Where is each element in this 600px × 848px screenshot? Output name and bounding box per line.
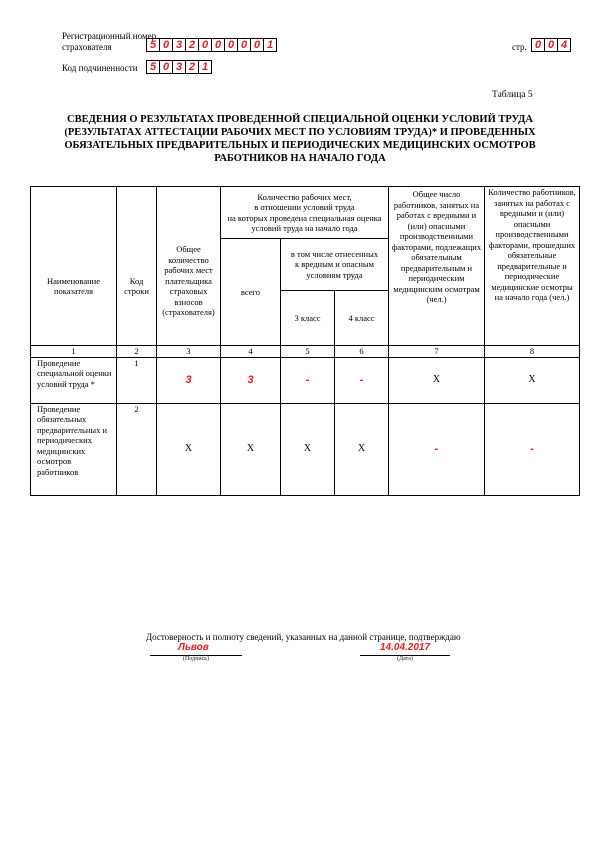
page-title: СВЕДЕНИЯ О РЕЗУЛЬТАТАХ ПРОВЕДЕННОЙ СПЕЦИАЛЬНОЙ ОЦЕНКИ УСЛОВИЙ ТРУДА (РЕЗУЛЬТАТАХ АТТЕСТАЦИИ РАБОЧИХ МЕСТ ПО УСЛОВИЯМ ТРУДА)* И ПРОВЕДЕННЫХ ОБЯЗАТЕЛЬНЫХ ПРЕДВАРИТЕЛЬНЫХ И ПЕРИОДИЧЕСКИХ МЕДИЦИНСКИХ ОСМОТРОВ РАБОТНИКОВ НА НАЧАЛО ГОДА [64, 114, 536, 164]
col-header-workers-passed: Количество работников, занятых на работах с вредными и (или) опасными производственными факторами, прошедших обязательные предварительные и периодические медицинские осмотры на начало года (чел.) [485, 187, 580, 346]
subordination-code-digit[interactable]: 3 [172, 60, 186, 74]
col-number: 8 [485, 346, 580, 358]
page-number-digit[interactable]: 0 [544, 38, 558, 52]
col-header-row-code: Код строки [117, 187, 157, 346]
col-number: 6 [335, 346, 389, 358]
reg-number-digit[interactable]: 1 [263, 38, 277, 52]
cell-workers-subject: X [389, 357, 485, 403]
cell-workers-passed: X [485, 357, 580, 403]
col-header-class-3: 3 класс [281, 291, 335, 346]
signature-block [150, 643, 242, 663]
date-caption: (Дата) [397, 656, 413, 662]
col-header-total: всего [221, 239, 281, 346]
col-number: 7 [389, 346, 485, 358]
reg-number-digit[interactable]: 0 [224, 38, 238, 52]
reg-number-digit[interactable]: 0 [159, 38, 173, 52]
page-number-field[interactable] [531, 38, 570, 52]
signature-caption: (Подпись) [182, 656, 210, 662]
results-table [30, 186, 580, 496]
reg-number-digit[interactable]: 0 [250, 38, 264, 52]
cell-workers-subject[interactable]: - [389, 403, 485, 495]
page-label: стр. [512, 42, 527, 52]
reg-number-digit[interactable]: 2 [185, 38, 199, 52]
cell-workers-passed[interactable]: - [485, 403, 580, 495]
page-number-digit[interactable]: 4 [557, 38, 571, 52]
date-block [360, 643, 450, 663]
reg-number-label: Регистрационный номер страхователя [62, 31, 157, 52]
reg-number-digit[interactable]: 0 [237, 38, 251, 52]
subordination-code-digit[interactable]: 1 [198, 60, 212, 74]
col-number: 3 [157, 346, 221, 358]
col-header-harmful-subgroup: в том числе отнесенных к вредным и опасным условиям труда [281, 239, 389, 291]
row-name: Проведение обязательных предварительных и периодических медицинских осмотров работников [31, 403, 117, 495]
cell-class-3[interactable]: - [281, 357, 335, 403]
reg-number-digit[interactable]: 0 [211, 38, 225, 52]
col-header-group-assessed: Количество рабочих мест, в отношении условий труда на которых проведена специальная оценка условий труда на начало года [221, 187, 389, 239]
subordination-code-digit[interactable]: 2 [185, 60, 199, 74]
col-header-class-4: 4 класс [335, 291, 389, 346]
row-name: Проведение специальной оценки условий труда * [31, 357, 117, 403]
reg-number-digit[interactable]: 0 [198, 38, 212, 52]
cell-class-4: X [335, 403, 389, 495]
table-row [31, 357, 580, 403]
cell-class-3: X [281, 403, 335, 495]
row-code: 2 [117, 403, 157, 495]
subordination-label: Код подчиненности [62, 63, 138, 73]
reg-number-digit[interactable]: 3 [172, 38, 186, 52]
signature-value[interactable]: Львов [178, 642, 209, 653]
row-code: 1 [117, 357, 157, 403]
col-header-workers-subject: Общее число работников, занятых на работах с вредными и (или) опасными производственными факторами, подлежащих обязательным предварительным и периодическим медицинским осмотрам (чел.) [389, 187, 485, 346]
page-number-digit[interactable]: 0 [531, 38, 545, 52]
col-number: 1 [31, 346, 117, 358]
cell-total-workplaces[interactable]: 3 [157, 357, 221, 403]
col-header-indicator: Наименование показателя [31, 187, 117, 346]
date-value[interactable]: 14.04.2017 [380, 642, 431, 653]
col-number: 4 [221, 346, 281, 358]
col-header-total-workplaces: Общее количество рабочих мест плательщика страховых взносов (страхователя) [157, 187, 221, 346]
subordination-code-field[interactable] [146, 60, 211, 74]
subordination-code-digit[interactable]: 5 [146, 60, 160, 74]
cell-assessed-total[interactable]: 3 [221, 357, 281, 403]
cell-assessed-total: X [221, 403, 281, 495]
col-number: 5 [281, 346, 335, 358]
cell-class-4[interactable]: - [335, 357, 389, 403]
subordination-code-digit[interactable]: 0 [159, 60, 173, 74]
table-number-label: Таблица 5 [492, 90, 533, 100]
col-number: 2 [117, 346, 157, 358]
certification-statement: Достоверность и полноту сведений, указанных на данной странице, подтверждаю [146, 632, 461, 642]
reg-number-digit[interactable]: 5 [146, 38, 160, 52]
column-numbers-row [31, 346, 580, 358]
cell-total-workplaces: X [157, 403, 221, 495]
reg-number-field[interactable] [146, 38, 276, 52]
table-row [31, 403, 580, 495]
